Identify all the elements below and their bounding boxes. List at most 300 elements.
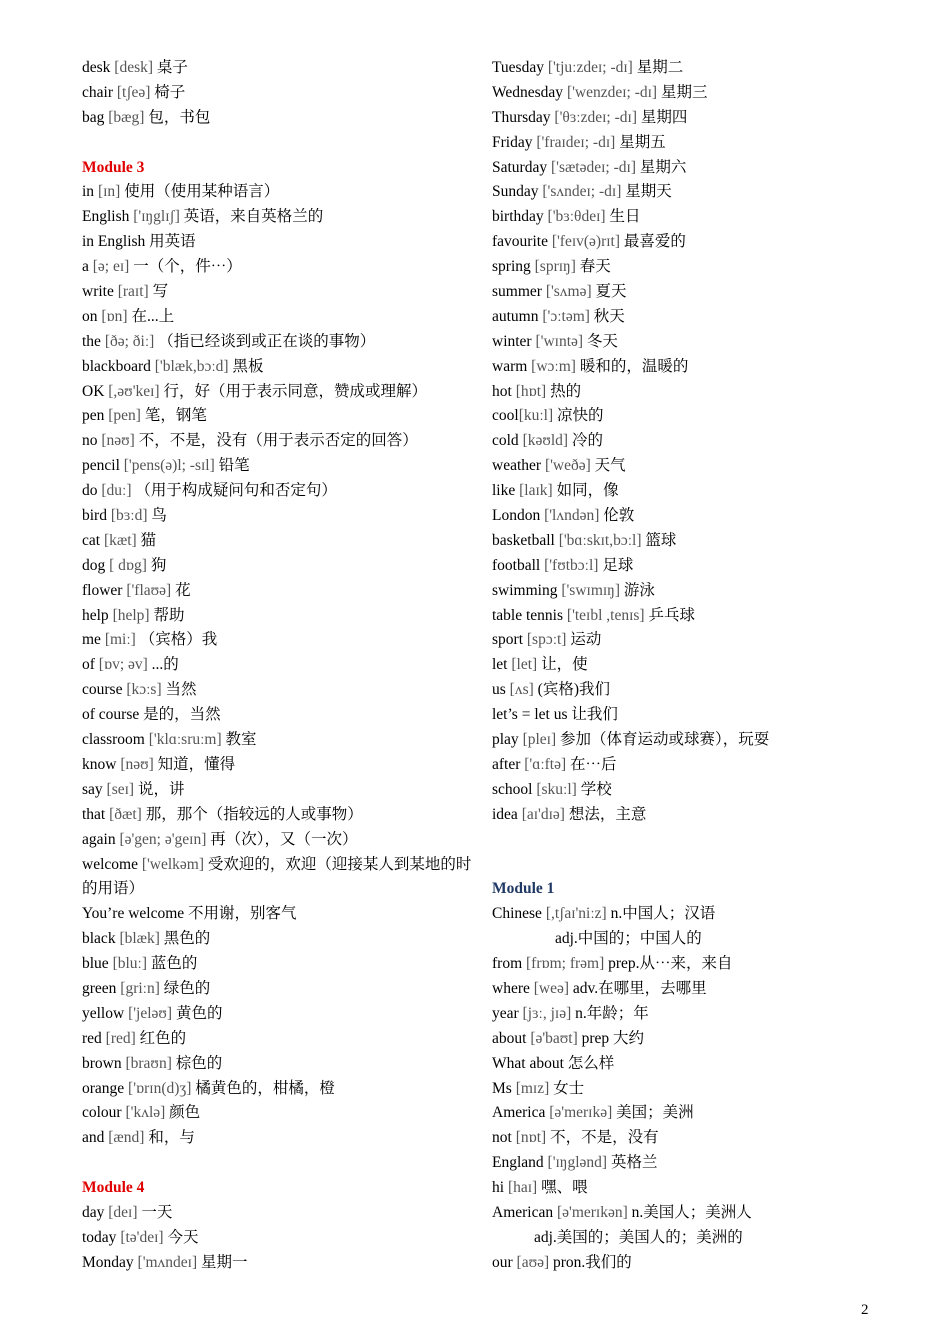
vocab-entry (492, 1002, 912, 1027)
vocab-entry (82, 1027, 472, 1052)
vocab-entry (82, 579, 472, 604)
vocab-meaning: 不，不是，没有（用于表示否定的回答） (138, 432, 418, 450)
vocab-word: OK (82, 382, 105, 400)
vocab-meaning: 英格兰 (610, 1154, 658, 1172)
vocab-phonetic: [aɪ'dɪə] (521, 805, 565, 823)
vocab-word: swimming (492, 581, 558, 599)
vocab-entry (82, 778, 472, 803)
vocab-meaning: 冷的 (571, 432, 603, 450)
vocab-phonetic: ['wɪntə] (535, 332, 584, 350)
vocab-word: sport (492, 631, 523, 649)
vocab-phonetic: ['pens(ə)l; -sɪl] (123, 457, 215, 475)
vocab-meaning: n.中国人；汉语 (610, 905, 716, 923)
vocab-meaning: 红色的 (139, 1029, 187, 1047)
vocab-phonetic: [hɒt] (515, 382, 547, 400)
vocab-phonetic: [bluː] (112, 955, 147, 973)
vocab-meaning: 星期六 (639, 158, 687, 176)
vocab-meaning: 和，与 (148, 1129, 195, 1147)
vocab-phonetic: [kuːl] (518, 407, 554, 425)
vocab-meaning: 教室 (225, 731, 257, 749)
vocab-continuation: adj.中国的；中国人的 (555, 930, 702, 948)
vocab-phonetic: [aʊə] (516, 1253, 550, 1271)
vocab-phonetic: [help] (112, 606, 150, 624)
vocab-phonetic: [braʊn] (125, 1054, 172, 1072)
vocab-word: yellow (82, 1004, 125, 1022)
vocab-phonetic: ['blæk,bɔːd] (154, 357, 229, 375)
vocab-meaning: 受欢迎的，欢迎（迎接某人到某地的时的用语） (82, 855, 472, 898)
vocab-word: winter (492, 332, 532, 350)
vocab-word: where (492, 979, 530, 997)
vocab-word: of (82, 656, 95, 674)
vocab-word: pen (82, 407, 105, 425)
vocab-phonetic: ['kʌlə] (125, 1104, 166, 1122)
vocab-entry (82, 454, 472, 479)
vocab-word: birthday (492, 208, 544, 226)
vocab-word: English (82, 208, 130, 226)
vocab-word: know (82, 755, 117, 773)
vocab-entry (492, 803, 912, 828)
vocab-entry (492, 479, 912, 504)
vocab-entry (492, 1052, 912, 1077)
vocab-word: in English (82, 233, 146, 251)
vocab-entry (82, 404, 472, 429)
blank-line (492, 828, 912, 853)
vocab-word: a (82, 258, 89, 276)
vocab-word: play (492, 731, 519, 749)
left-column (82, 56, 472, 1276)
vocab-word: cool (492, 407, 519, 425)
vocab-word: about (492, 1029, 527, 1047)
vocab-word: after (492, 755, 521, 773)
vocab-continuation: adj.美国的；美国人的；美洲的 (534, 1228, 743, 1246)
vocab-word: London (492, 507, 541, 525)
right-column (492, 56, 912, 1276)
vocab-entry (492, 330, 912, 355)
vocab-meaning: 一天 (141, 1204, 173, 1221)
vocab-meaning: prep 大约 (581, 1029, 645, 1047)
vocab-meaning: 星期五 (619, 133, 666, 151)
vocab-meaning: 在⋯后 (570, 755, 617, 773)
vocab-word: blackboard (82, 357, 151, 375)
vocab-meaning: adv.在哪里，去哪里 (572, 979, 707, 997)
vocab-entry (82, 380, 472, 405)
vocab-phonetic: [ə; eɪ] (92, 258, 130, 276)
vocab-phonetic: ['klɑːsruːm] (148, 731, 222, 749)
vocab-phonetic: [nəʊ] (120, 755, 154, 773)
vocab-entry (492, 778, 912, 803)
vocab-meaning: ...的 (151, 656, 179, 674)
vocab-phonetic: [ænd] (108, 1129, 145, 1147)
vocab-phonetic: [ə'baʊt] (530, 1029, 578, 1047)
vocab-entry (492, 180, 912, 205)
vocab-entry (492, 131, 912, 156)
vocab-word: flower (82, 581, 123, 599)
vocab-entry (492, 230, 912, 255)
vocab-entry (492, 1251, 912, 1276)
vocab-meaning: 使用（使用某种语言） (124, 183, 280, 201)
vocab-word: year (492, 1004, 519, 1022)
vocab-phonetic: [miː] (104, 631, 136, 649)
vocab-phonetic: ['feɪv(ə)rɪt] (551, 233, 621, 251)
vocab-entry (492, 1126, 912, 1151)
vocab-entry (492, 404, 912, 429)
blank-line (82, 1151, 472, 1176)
page-number: 2 (861, 1302, 869, 1318)
vocab-word: Thursday (492, 108, 551, 126)
vocab-word: me (82, 631, 101, 649)
vocab-word: Tuesday (492, 59, 544, 76)
vocab-meaning: 绿色的 (163, 979, 211, 997)
vocab-phonetic: [,tʃaɪ'niːz] (545, 905, 607, 923)
vocab-meaning: 暖和的，温暖的 (579, 357, 689, 375)
vocab-word: help (82, 606, 109, 624)
vocab-meaning: 伦敦 (603, 507, 635, 525)
vocab-entry (82, 81, 472, 106)
vocab-entry (82, 355, 472, 380)
vocab-entry (82, 1101, 472, 1126)
vocab-phonetic: [ə'merɪkə] (549, 1104, 613, 1122)
vocab-word: cat (82, 531, 101, 549)
vocab-phonetic: [frɒm; frəm] (526, 955, 605, 973)
vocab-phonetic: [kəʊld] (522, 432, 569, 450)
vocab-phonetic: [deɪ] (108, 1204, 138, 1221)
vocab-entry (82, 205, 472, 230)
vocab-phonetic: [tʃeə] (116, 83, 151, 101)
vocab-meaning: 那，那个（指较远的人或事物） (145, 805, 363, 823)
vocab-entry (492, 429, 912, 454)
vocab-meaning: 星期二 (636, 59, 684, 76)
vocab-word: desk (82, 59, 111, 76)
vocab-phonetic: [jɜː, jɪə] (522, 1004, 572, 1022)
vocab-entry (492, 1077, 912, 1102)
vocab-meaning: 学校 (580, 780, 612, 798)
vocab-meaning: 凉快的 (557, 407, 604, 425)
vocab-word: autumn (492, 307, 539, 325)
vocab-word: of course (82, 706, 140, 724)
vocab-entry (82, 1226, 472, 1251)
vocab-phonetic: [,əʊ'keɪ] (108, 382, 160, 400)
vocab-entry (492, 156, 912, 181)
module-heading: Module 1 (492, 880, 555, 898)
vocab-phonetic: [bæg] (108, 108, 145, 126)
vocab-phonetic: [ɪn] (97, 183, 121, 201)
vocab-phonetic: [blæk] (119, 930, 160, 948)
vocab-phonetic: [ dɒg] (109, 556, 147, 574)
vocab-entry (82, 977, 472, 1002)
vocab-meaning: 嘿、喂 (541, 1179, 588, 1197)
vocab-entry (492, 678, 912, 703)
module-heading: Module 4 (82, 1179, 145, 1197)
vocab-entry (492, 255, 912, 280)
vocab-entry (82, 1002, 472, 1027)
vocab-word: Saturday (492, 158, 548, 176)
vocab-phonetic: ['tjuːzdeɪ; -dɪ] (547, 59, 633, 76)
vocab-phonetic: [red] (105, 1029, 136, 1047)
vocab-meaning: 写 (152, 283, 169, 301)
vocab-meaning: 蓝色的 (150, 955, 198, 973)
vocab-meaning: 乒乓球 (648, 606, 695, 624)
vocab-meaning: 想法，主意 (568, 805, 647, 823)
vocab-phonetic: [desk] (114, 59, 154, 76)
vocab-phonetic: [mɪz] (515, 1079, 550, 1097)
vocab-entry (492, 504, 912, 529)
vocab-word: warm (492, 357, 528, 375)
vocab-meaning: 星期一 (201, 1253, 248, 1271)
vocab-word: do (82, 482, 98, 500)
vocab-meaning: n.年龄；年 (575, 1004, 649, 1022)
vocab-entry (82, 1201, 472, 1226)
vocab-word: red (82, 1029, 102, 1047)
vocab-entry (82, 653, 472, 678)
blank-line (492, 853, 912, 878)
vocab-phonetic: ['ɪŋglɪʃ] (133, 208, 180, 226)
vocab-entry (82, 952, 472, 977)
vocab-phonetic: [skuːl] (536, 780, 577, 798)
vocab-phonetic: [laɪk] (519, 482, 553, 500)
vocab-entry (82, 678, 472, 703)
vocab-word: the (82, 332, 101, 350)
vocab-meaning: 椅子 (154, 83, 186, 101)
vocab-meaning: 参加（体育运动或球赛），玩耍 (560, 731, 770, 749)
vocab-entry (82, 230, 472, 255)
vocab-meaning: 生日 (609, 208, 641, 226)
vocab-meaning: 冬天 (586, 332, 618, 350)
vocab-meaning: 美国；美洲 (616, 1104, 694, 1122)
vocab-phonetic: ['bɜːθdeɪ] (547, 208, 606, 226)
vocab-phonetic: [kɔːs] (126, 681, 162, 699)
vocab-meaning: 帮助 (153, 606, 185, 624)
vocab-phonetic: ['teɪbl ,tenɪs] (566, 606, 645, 624)
vocab-meaning: 是的，当然 (143, 706, 221, 724)
vocab-word: football (492, 556, 541, 574)
vocab-meaning: 让我们 (571, 706, 618, 724)
vocab-word: cold (492, 432, 519, 450)
vocab-meaning: 运动 (570, 631, 602, 649)
vocab-entry (82, 803, 472, 828)
vocab-phonetic: ['ɑːftə] (524, 755, 567, 773)
vocab-word: us (492, 681, 506, 699)
vocab-entry (82, 106, 472, 131)
vocab-word: chair (82, 83, 113, 101)
vocab-entry (82, 628, 472, 653)
vocab-phonetic: [duː] (101, 482, 132, 500)
vocab-word: hot (492, 382, 512, 400)
vocab-word: our (492, 1253, 513, 1271)
vocab-meaning: 一（个，件⋯） (133, 258, 242, 276)
vocab-meaning: 不，不是，没有 (550, 1129, 659, 1147)
vocab-word: that (82, 805, 106, 823)
vocab-phonetic: [weə] (533, 979, 570, 997)
vocab-entry (82, 479, 472, 504)
vocab-meaning: 当然 (165, 681, 197, 699)
vocab-phonetic: ['ɒrɪn(d)ʒ] (128, 1079, 192, 1097)
vocab-phonetic: ['mʌndeɪ] (137, 1253, 198, 1271)
vocab-meaning: 铅笔 (218, 457, 250, 475)
vocab-word: from (492, 955, 523, 973)
vocab-entry (492, 280, 912, 305)
vocab-entry (82, 429, 472, 454)
vocab-word: summer (492, 283, 542, 301)
blank-line (82, 131, 472, 156)
vocab-meaning: 猫 (140, 531, 157, 549)
vocab-entry (492, 305, 912, 330)
vocab-phonetic: [ɒn] (101, 307, 128, 325)
vocab-entry (492, 529, 912, 554)
vocab-word: and (82, 1129, 105, 1147)
vocab-word: spring (492, 258, 531, 276)
vocab-meaning: 知道，懂得 (157, 755, 236, 773)
vocab-word: say (82, 780, 103, 798)
vocab-phonetic: [ðæt] (109, 805, 142, 823)
vocab-phonetic: [sprɪŋ] (534, 258, 576, 276)
vocab-phonetic: ['sʌmə] (545, 283, 592, 301)
vocab-meaning: 再（次），又（一次） (210, 830, 358, 848)
vocab-word: colour (82, 1104, 122, 1122)
vocab-word: on (82, 307, 98, 325)
vocab-entry (82, 255, 472, 280)
vocab-entry (82, 927, 472, 952)
vocab-phonetic: ['weðə] (544, 457, 591, 475)
vocab-entry (492, 1101, 912, 1126)
vocab-phonetic: [let] (511, 656, 538, 674)
vocab-word: dog (82, 556, 106, 574)
vocab-entry (82, 305, 472, 330)
vocab-entry (492, 355, 912, 380)
vocab-entry (492, 902, 912, 927)
vocab-entry (492, 1151, 912, 1176)
vocab-word: basketball (492, 531, 555, 549)
vocab-entry (492, 1201, 912, 1226)
vocab-meaning: 颜色 (169, 1104, 201, 1122)
vocab-entry (82, 554, 472, 579)
vocab-meaning: 黄色的 (175, 1004, 223, 1022)
vocab-word: let (492, 656, 508, 674)
vocab-entry (82, 1126, 472, 1151)
vocab-meaning: 热的 (550, 382, 582, 400)
vocab-word: not (492, 1129, 512, 1147)
vocab-phonetic: [raɪt] (117, 283, 149, 301)
vocab-word: bird (82, 507, 107, 525)
vocab-meaning: 足球 (602, 556, 634, 574)
vocab-phonetic: ['flaʊə] (126, 581, 172, 599)
vocab-meaning: （宾格）我 (139, 631, 218, 649)
vocab-word: let’s = let us (492, 706, 568, 724)
vocab-word: Sunday (492, 183, 539, 201)
module-heading: Module 3 (82, 158, 145, 176)
vocab-entry (492, 554, 912, 579)
vocab-word: classroom (82, 731, 145, 749)
vocab-meaning: 星期天 (625, 183, 672, 201)
vocab-phonetic: [nɒt] (515, 1129, 547, 1147)
vocab-entry (82, 330, 472, 355)
vocab-phonetic: [bɜːd] (110, 507, 148, 525)
vocab-word: You’re welcome (82, 905, 185, 923)
vocab-entry (82, 728, 472, 753)
vocab-word: blue (82, 955, 109, 973)
vocab-word: America (492, 1104, 546, 1122)
vocab-entry (82, 753, 472, 778)
vocab-word: today (82, 1228, 117, 1246)
vocab-phonetic: [seɪ] (106, 780, 135, 798)
vocab-meaning: （用于构成疑问句和否定句） (135, 482, 337, 500)
vocab-word: like (492, 482, 516, 500)
vocab-entry (82, 1052, 472, 1077)
vocab-word: in (82, 183, 95, 201)
vocab-word: bag (82, 108, 105, 126)
vocab-meaning: 篮球 (645, 531, 677, 549)
vocab-word: school (492, 780, 533, 798)
vocab-phonetic: [griːn] (120, 979, 160, 997)
vocab-meaning: 让，使 (541, 656, 588, 674)
vocab-meaning: 英语，来自英格兰的 (183, 208, 324, 226)
vocab-phonetic: [haɪ] (507, 1179, 538, 1197)
vocab-meaning: 黑色的 (163, 930, 211, 948)
vocab-phonetic: [pen] (108, 407, 141, 425)
vocab-meaning: 鸟 (151, 507, 167, 525)
vocab-entry (492, 205, 912, 230)
vocab-word: hi (492, 1179, 505, 1197)
vocab-word: black (82, 930, 116, 948)
vocab-entry (82, 56, 472, 81)
vocab-meaning: 星期四 (640, 108, 688, 126)
vocab-meaning: 天气 (594, 457, 626, 475)
vocab-phonetic: [pleɪ] (522, 731, 557, 749)
vocab-entry (82, 703, 472, 728)
vocab-word: again (82, 830, 116, 848)
vocab-entry (492, 604, 912, 629)
vocab-entry (492, 628, 912, 653)
vocab-word: Monday (82, 1253, 134, 1271)
vocab-entry (492, 579, 912, 604)
vocab-phonetic: [ə'merɪkən] (556, 1203, 628, 1221)
vocab-meaning: 不用谢，别客气 (188, 905, 297, 923)
vocab-meaning: 秋天 (593, 307, 625, 325)
vocab-meaning: 黑板 (232, 357, 264, 375)
vocab-entry (82, 1251, 472, 1276)
vocab-word: welcome (82, 855, 138, 873)
vocab-entry (492, 454, 912, 479)
vocab-word: Wednesday (492, 83, 564, 101)
vocab-meaning: 星期三 (660, 83, 708, 101)
vocab-phonetic: [ɒv; əv] (98, 656, 148, 674)
vocab-meaning: 春天 (579, 258, 611, 276)
vocab-entry (82, 902, 472, 927)
vocab-entry (492, 977, 912, 1002)
vocab-entry (82, 828, 472, 853)
vocab-phonetic: [ə'gen; ə'geɪn] (119, 830, 207, 848)
vocab-entry (492, 952, 912, 977)
vocab-phonetic: [ðə; ðiː] (104, 332, 155, 350)
vocab-phonetic: [kæt] (103, 531, 137, 549)
vocab-entry (492, 703, 912, 728)
vocab-phonetic: ['sʌndeɪ; -dɪ] (542, 183, 622, 201)
vocab-phonetic: ['θɜːzdeɪ; -dɪ] (554, 108, 637, 126)
vocab-phonetic: ['swɪmɪŋ] (561, 581, 621, 599)
vocab-word: day (82, 1204, 105, 1221)
vocab-meaning: 说，讲 (137, 780, 185, 798)
vocab-word: green (82, 979, 117, 997)
vocab-phonetic: ['ɔːtəm] (542, 307, 590, 325)
vocab-word: Friday (492, 133, 533, 151)
vocab-phonetic: ['ɪŋglənd] (547, 1154, 608, 1172)
vocab-entry (82, 280, 472, 305)
vocab-entry (82, 529, 472, 554)
vocab-meaning: 游泳 (623, 581, 655, 599)
vocab-phonetic: ['sætədeɪ; -dɪ] (550, 158, 636, 176)
vocab-meaning: 女士 (553, 1079, 585, 1097)
vocab-meaning: 在...上 (131, 307, 175, 325)
vocab-meaning: 今天 (167, 1228, 199, 1246)
